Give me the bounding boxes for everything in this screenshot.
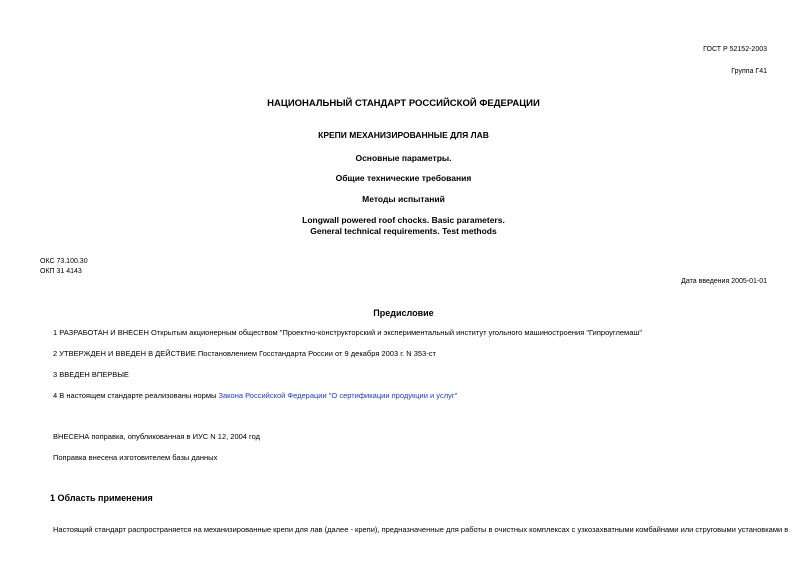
subtitle-basic-parameters: Основные параметры. [355, 153, 452, 163]
okp-code: ОКП 31 4143 [40, 268, 82, 275]
gost-number: ГОСТ Р 52152-2003 [703, 46, 767, 53]
foreword-item-4 [53, 391, 457, 400]
subtitle-test-methods: Методы испытаний [362, 194, 445, 204]
group-code: Группа Г41 [731, 68, 767, 75]
introduction-date: Дата введения 2005-01-01 [681, 278, 767, 285]
english-title-line-1: Longwall powered roof chocks. Basic parameters. [302, 215, 505, 225]
national-standard-title: НАЦИОНАЛЬНЫЙ СТАНДАРТ РОССИЙСКОЙ ФЕДЕРАЦИИ [267, 98, 540, 109]
english-title-line-2: General technical requirements. Test methods [310, 226, 497, 236]
subtitle-technical-requirements: Общие технические требования [335, 173, 472, 183]
document-title: КРЕПИ МЕХАНИЗИРОВАННЫЕ ДЛЯ ЛАВ [318, 130, 489, 140]
section-1-text: Настоящий стандарт распространяется на механизированные крепи для лав (далее - крепи), предназначенные для работы в очистных комплексах с узкозахватными комбайнами или струговыми установками в [53, 525, 789, 534]
foreword-item-2: 2 УТВЕРЖДЕН И ВВЕДЕН В ДЕЙСТВИЕ Постановлением Госстандарта России от 9 декабря 2003 г. N 353-ст [53, 349, 436, 358]
law-link[interactable]: Закона Российской Федерации "О сертификации продукции и услуг" [218, 391, 458, 400]
oks-code: ОКС 73.100.30 [40, 258, 88, 265]
foreword-heading: Предисловие [373, 308, 434, 318]
foreword-item-1: 1 РАЗРАБОТАН И ВНЕСЕН Открытым акционерным обществом "Проектно-конструкторский и экспериментальный институт угольного машиностроения "Гипроуглемаш" [53, 328, 643, 337]
amendment-note: ВНЕСЕНА поправка, опубликованная в ИУС N 12, 2004 год [53, 432, 261, 441]
foreword-item-3: 3 ВВЕДЕН ВПЕРВЫЕ [53, 370, 129, 379]
foreword-item-4-text: 4 В настоящем стандарте реализованы нормы [53, 391, 219, 400]
amendment-source: Поправка внесена изготовителем базы данных [53, 453, 218, 462]
section-1-heading: 1 Область применения [50, 493, 153, 503]
